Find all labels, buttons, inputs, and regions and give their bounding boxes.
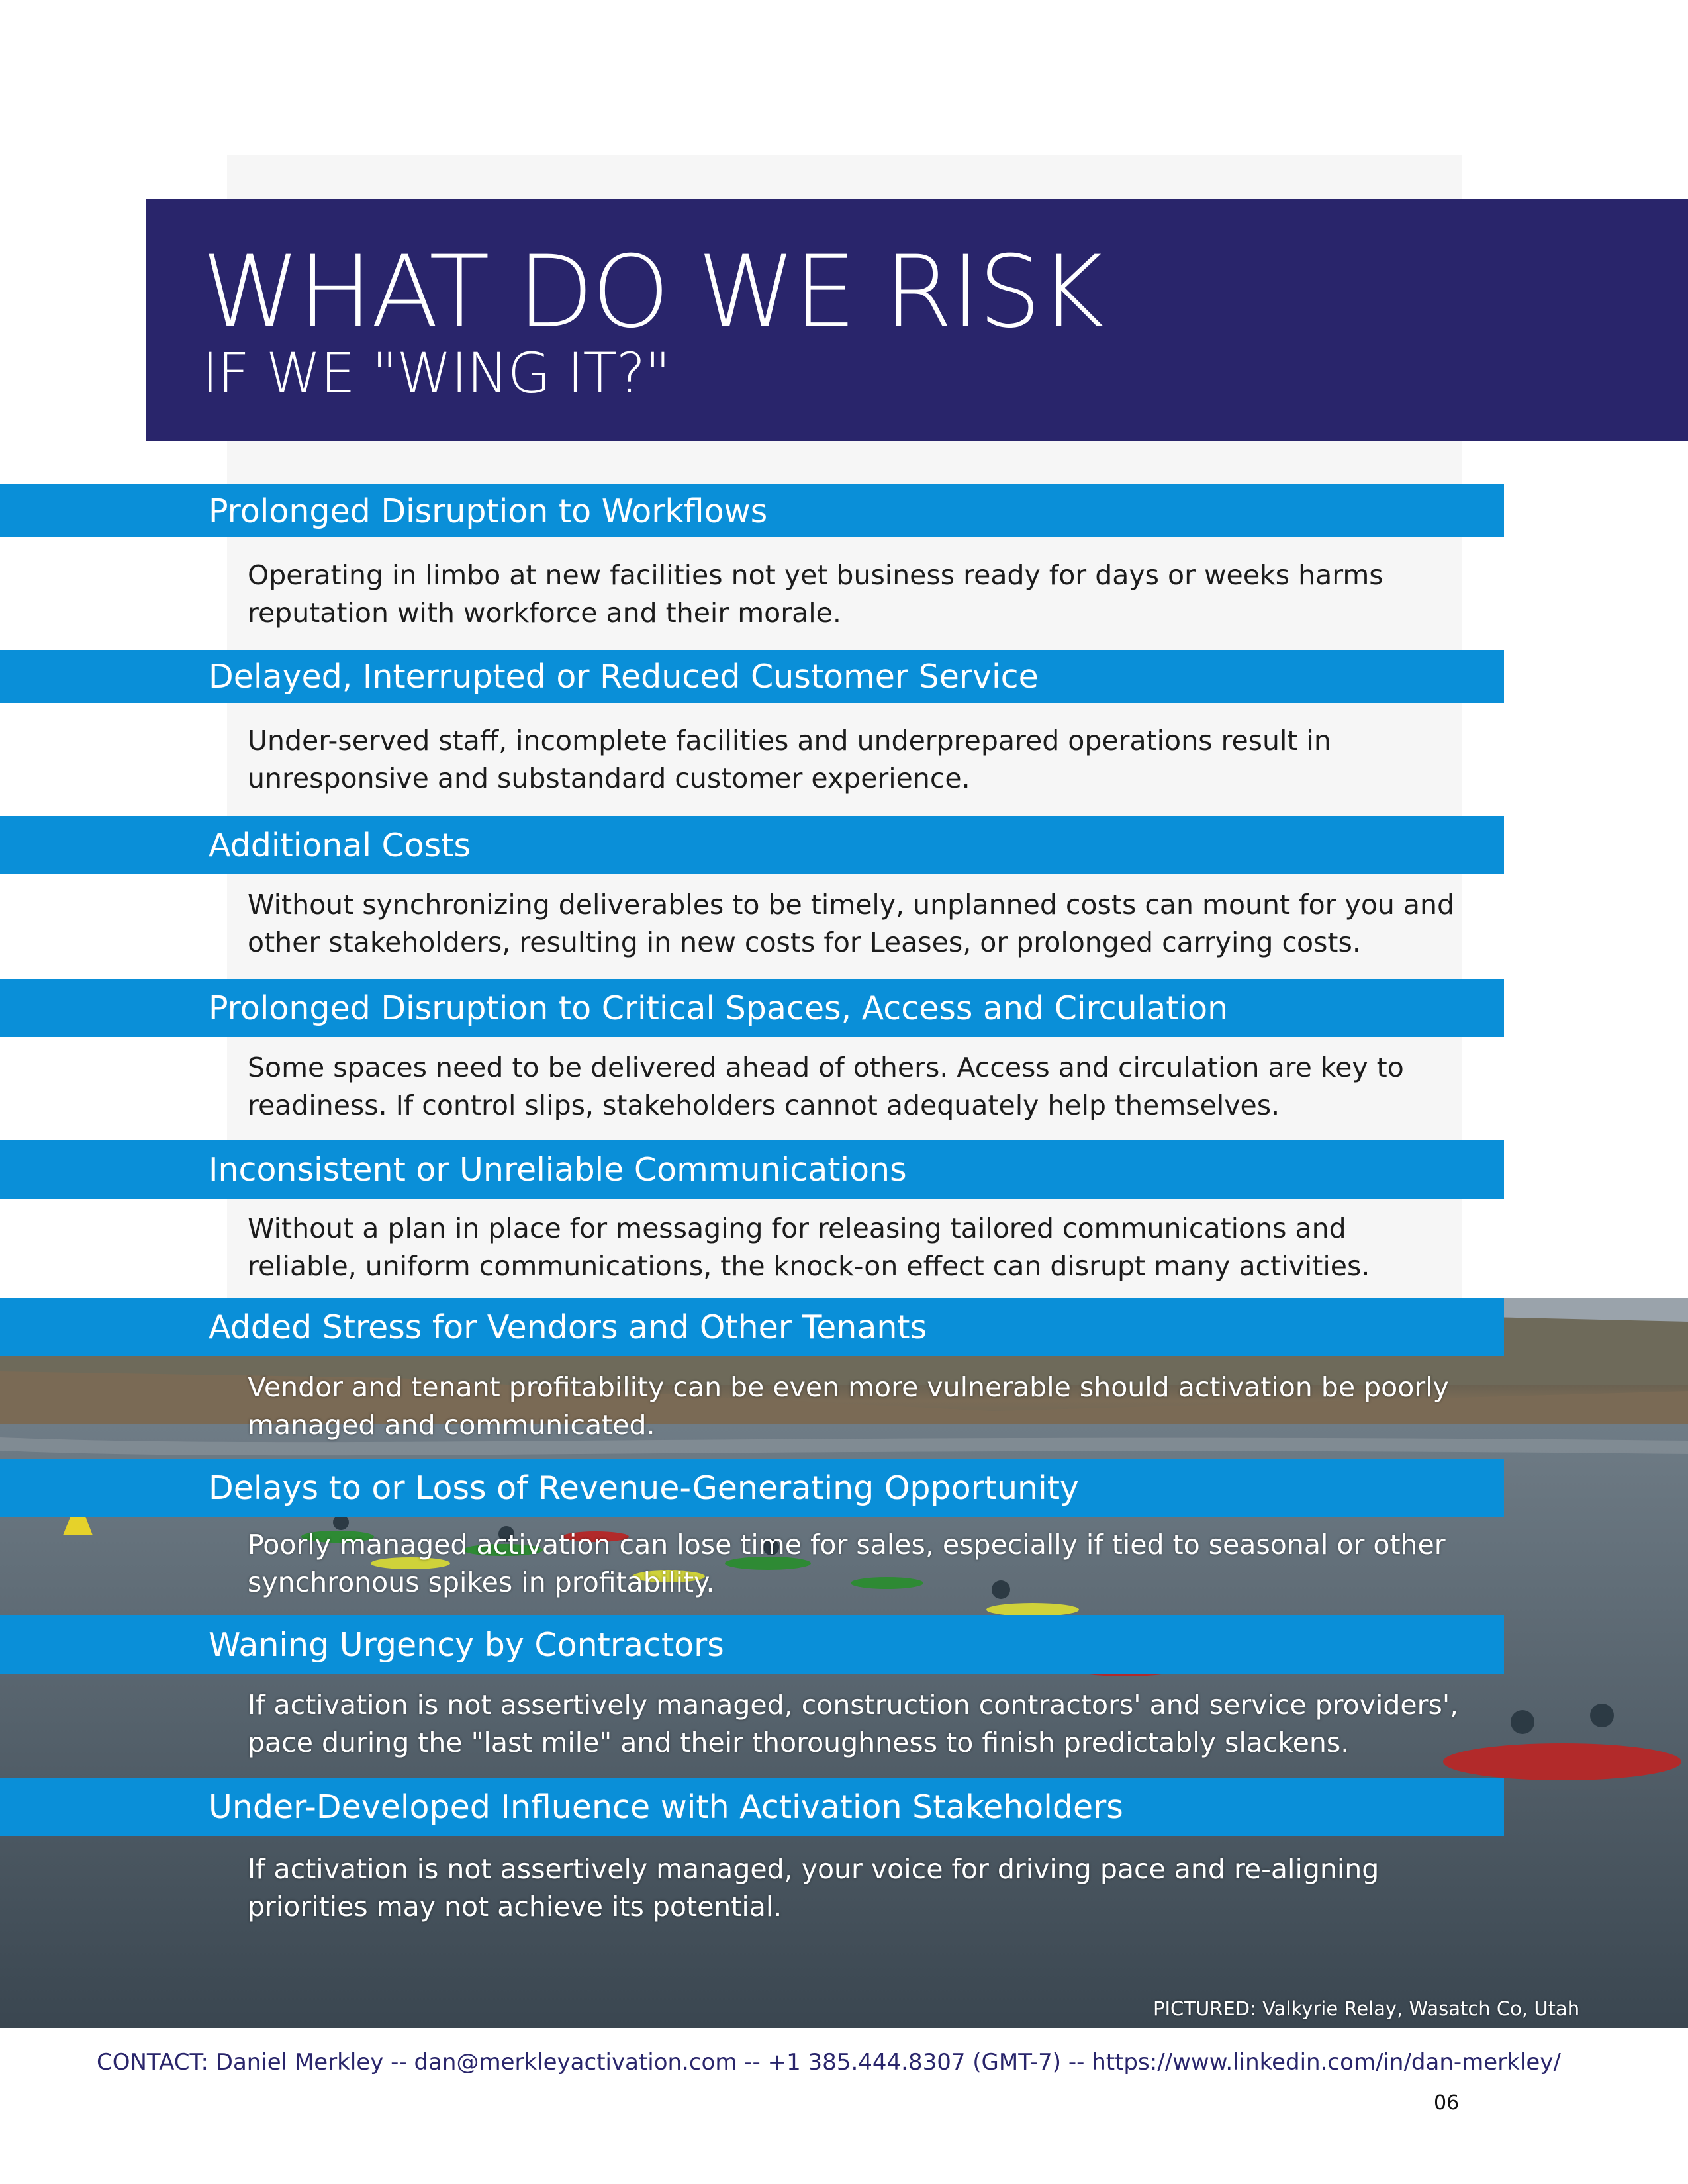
risk-description-line: Some spaces need to be delivered ahead of others. Access and circulation are key to xyxy=(248,1052,1404,1083)
risk-description xyxy=(248,1049,1459,1124)
contact-line: CONTACT: Daniel Merkley -- dan@merkleyactivation.com -- +1 385.444.8307 (GMT-7) -- https://www.linkedin.com/in/dan-merkley/ xyxy=(97,2049,1561,2075)
risk-description xyxy=(248,1210,1459,1285)
risk-heading-bar xyxy=(0,1298,1504,1356)
risk-heading: Waning Urgency by Contractors xyxy=(209,1625,724,1664)
risk-description-line: If activation is not assertively managed, construction contractors' and service providers', xyxy=(248,1689,1459,1721)
risk-heading-bar xyxy=(0,650,1504,703)
risk-description xyxy=(248,1526,1459,1602)
risk-description-line: unresponsive and substandard customer experience. xyxy=(248,762,970,794)
risk-description-line: reputation with workforce and their morale. xyxy=(248,597,841,629)
page-number: 06 xyxy=(1434,2091,1460,2115)
risk-description-line: Operating in limbo at new facilities not yet business ready for days or weeks harms xyxy=(248,559,1383,591)
risk-heading-bar xyxy=(0,1615,1504,1674)
risk-description-line: pace during the "last mile" and their thoroughness to finish predictably slackens. xyxy=(248,1727,1350,1758)
risk-heading: Under-Developed Influence with Activation Stakeholders xyxy=(209,1788,1123,1826)
risk-description-line: synchronous spikes in profitability. xyxy=(248,1567,715,1598)
title-banner xyxy=(146,199,1688,441)
risk-description-line: Poorly managed activation can lose time for sales, especially if tied to seasonal or other xyxy=(248,1529,1446,1561)
risk-description xyxy=(248,886,1459,962)
risk-heading-bar xyxy=(0,1778,1504,1836)
risk-description-line: Under-served staff, incomplete facilities and underprepared operations result in xyxy=(248,725,1331,756)
page-subtitle: IF WE "WING IT?" xyxy=(202,341,671,406)
risk-description xyxy=(248,1369,1459,1444)
risk-description-line: reliable, uniform communications, the knock-on effect can disrupt many activities. xyxy=(248,1250,1370,1282)
risk-heading-bar xyxy=(0,1459,1504,1517)
photo-caption: PICTURED: Valkyrie Relay, Wasatch Co, Utah xyxy=(1153,1997,1580,2020)
risk-description-line: Without a plan in place for messaging for releasing tailored communications and xyxy=(248,1212,1346,1244)
risk-heading: Inconsistent or Unreliable Communications xyxy=(209,1150,907,1189)
risk-description-line: readiness. If control slips, stakeholders cannot adequately help themselves. xyxy=(248,1089,1280,1121)
risk-description-line: If activation is not assertively managed, your voice for driving pace and re-aligning xyxy=(248,1853,1380,1885)
risk-heading: Prolonged Disruption to Workflows xyxy=(209,492,768,530)
risk-description-line: other stakeholders, resulting in new costs for Leases, or prolonged carrying costs. xyxy=(248,927,1361,958)
risk-description xyxy=(248,557,1459,632)
risk-description-line: Vendor and tenant profitability can be even more vulnerable should activation be poorly xyxy=(248,1371,1449,1403)
risk-heading: Prolonged Disruption to Critical Spaces, Access and Circulation xyxy=(209,989,1229,1027)
page-title: WHAT DO WE RISK xyxy=(202,235,1103,350)
risk-heading-bar xyxy=(0,484,1504,537)
risk-description xyxy=(248,722,1459,797)
risk-description-line: managed and communicated. xyxy=(248,1409,655,1441)
risk-description-line: Without synchronizing deliverables to be timely, unplanned costs can mount for you and xyxy=(248,889,1455,921)
risk-heading-bar xyxy=(0,1140,1504,1199)
risk-heading: Delayed, Interrupted or Reduced Customer Service xyxy=(209,657,1039,696)
risk-description xyxy=(248,1686,1459,1762)
risk-description xyxy=(248,1850,1459,1926)
risk-heading: Additional Costs xyxy=(209,826,471,864)
risk-description-line: priorities may not achieve its potential. xyxy=(248,1891,782,1923)
risk-heading: Delays to or Loss of Revenue-Generating Opportunity xyxy=(209,1469,1079,1507)
risk-heading-bar xyxy=(0,816,1504,874)
risk-heading-bar xyxy=(0,979,1504,1037)
risk-heading: Added Stress for Vendors and Other Tenants xyxy=(209,1308,927,1346)
